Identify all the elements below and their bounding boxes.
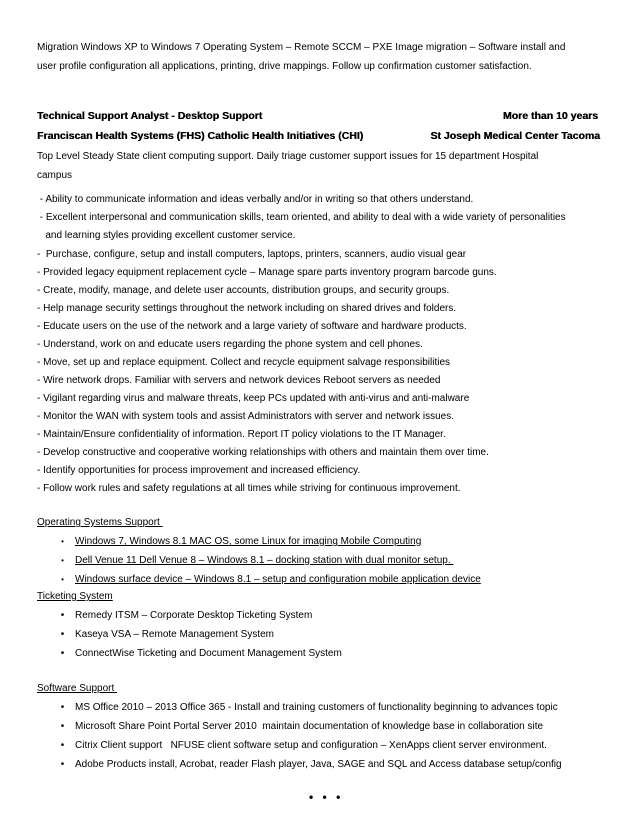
job-summary-1: Top Level Steady State client computing support. Daily triage customer support issues for 15 department Hospital [37, 151, 539, 162]
intro-line-1: Migration Windows XP to Windows 7 Operating System – Remote SCCM – PXE Image migration – Software install and [37, 42, 566, 53]
duty-item: - Educate users on the use of the network and a large variety of software and hardware products. [37, 321, 467, 332]
os-support-heading: Operating Systems Support [37, 517, 163, 528]
bullet-icon: • [60, 740, 65, 751]
duty-item: - Excellent interpersonal and communication skills, team oriented, and ability to deal with a wide variety of personalities [37, 212, 566, 223]
duty-item: - Identify opportunities for process improvement and increased efficiency. [37, 465, 361, 476]
software-heading: Software Support [37, 683, 118, 694]
location: St Joseph Medical Center Tacoma [430, 130, 600, 142]
duty-item: - Maintain/Ensure confidentiality of information. Report IT policy violations to the IT Manager. [37, 429, 446, 440]
duty-item: - Help manage security settings throughout the network including on shared drives and folders. [37, 303, 457, 314]
bullet-icon: • [60, 648, 65, 659]
intro-line-2: user profile configuration all applications, printing, drive mappings. Follow up confirmation customer satisfaction. [37, 61, 532, 72]
bullet-icon: • [61, 575, 64, 584]
duty-item: - Purchase, configure, setup and install computers, laptops, printers, scanners, audio visual gear [37, 249, 467, 260]
bullet-icon: • [60, 629, 65, 640]
ticketing-item: Kaseya VSA – Remote Management System [75, 629, 274, 640]
job-title-row [37, 110, 598, 122]
duty-item: - Create, modify, manage, and delete user accounts, distribution groups, and security groups. [37, 285, 450, 296]
employer: Franciscan Health Systems (FHS) Catholic Health Initiatives (CHI) [37, 130, 364, 142]
job-title: Technical Support Analyst - Desktop Support [37, 110, 263, 122]
bullet-icon: • [60, 759, 65, 770]
os-item: Windows surface device – Windows 8.1 – setup and configuration mobile application device [75, 574, 481, 585]
bullet-icon: • [61, 556, 64, 565]
software-item: Citrix Client support NFUSE client software setup and configuration – XenApps client server environment. [75, 740, 547, 751]
duty-item: - Provided legacy equipment replacement cycle – Manage spare parts inventory program barcode guns. [37, 267, 497, 278]
ticketing-item: Remedy ITSM – Corporate Desktop Ticketing System [75, 610, 313, 621]
software-item: Adobe Products install, Acrobat, reader Flash player, Java, SAGE and SQL and Access database setup/config [75, 759, 562, 770]
duty-item: and learning styles providing excellent customer service. [37, 230, 296, 241]
job-summary-2: campus [37, 170, 73, 181]
duty-item: - Wire network drops. Familiar with servers and network devices Reboot servers as needed [37, 375, 441, 386]
bullet-icon: • [60, 702, 65, 713]
bullet-icon: • [60, 721, 65, 732]
bullet-icon: • [61, 537, 64, 546]
continuation-dots: • • • [309, 790, 344, 804]
os-item: Dell Venue 11 Dell Venue 8 – Windows 8.1 – docking station with dual monitor setup. [75, 555, 454, 566]
duty-item: - Develop constructive and cooperative working relationships with others and maintain them over time. [37, 447, 489, 458]
duty-item: - Understand, work on and educate users regarding the phone system and cell phones. [37, 339, 423, 350]
duty-item: - Ability to communicate information and ideas verbally and/or in writing so that others understand. [37, 194, 474, 205]
duty-item: - Move, set up and replace equipment. Collect and recycle equipment salvage responsibilities [37, 357, 451, 368]
bullet-icon: • [60, 610, 65, 621]
ticketing-item: ConnectWise Ticketing and Document Management System [75, 648, 342, 659]
job-duration: More than 10 years [502, 110, 598, 122]
software-item: Microsoft Share Point Portal Server 2010 maintain documentation of knowledge base in collaboration site [75, 721, 544, 732]
duty-item: - Monitor the WAN with system tools and assist Administrators with server and network issues. [37, 411, 454, 422]
employer-row [37, 130, 600, 142]
ticketing-heading: Ticketing System [37, 591, 113, 602]
duty-item: - Vigilant regarding virus and malware threats, keep PCs updated with anti-virus and anti-malware [37, 393, 470, 404]
os-item: Windows 7, Windows 8.1 MAC OS, some Linux for imaging Mobile Computing [75, 536, 422, 547]
software-item: MS Office 2010 – 2013 Office 365 - Install and training customers of functionality beginning to advances topic [75, 702, 558, 713]
duty-item: - Follow work rules and safety regulations at all times while striving for continuous improvement. [37, 483, 461, 494]
